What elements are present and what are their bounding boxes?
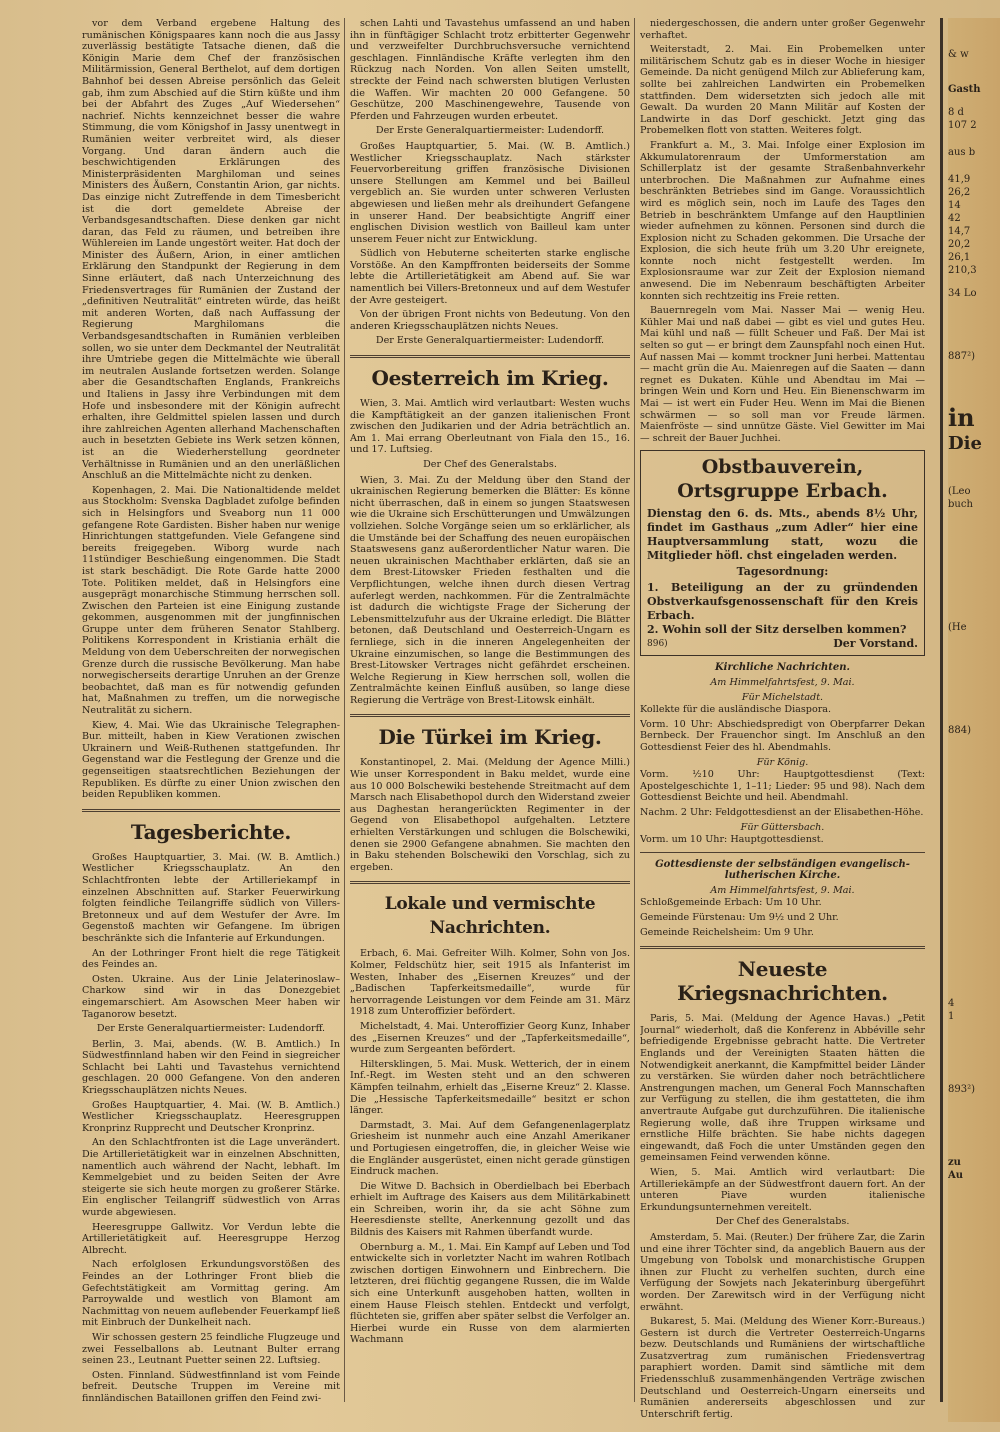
section-heading: Die Türkei im Krieg. bbox=[378, 725, 602, 750]
notice-line: Schloßgemeinde Erbach: Um 10 Uhr. bbox=[640, 897, 822, 909]
paragraph: niedergeschossen, die andern unter großer Gegenwehr verhaftet. bbox=[640, 18, 925, 41]
section-heading: Neueste Kriegsnachrichten. bbox=[677, 957, 888, 1006]
notice-line: Vorm. um 10 Uhr: Hauptgottesdienst. bbox=[640, 834, 824, 846]
paragraph: Wien, 3. Mai. Amtlich wird verlautbart: Westen wuchs die Kampftätigkeit an der ganzen italienischen Front zwischen den Judikarien und der Adria beträchtlich an. Am 1. Mai errang Oberleutnant von Fiala den 15., 16. und 17. Luftsieg. bbox=[350, 398, 630, 456]
ad-signature: Der Vorstand. bbox=[833, 637, 918, 651]
paragraph: Paris, 5. Mai. (Meldung der Agence Havas.) „Petit Journal“ wiederholt, daß die Konferenz in Abbéville sehr befriedigende Ergebnisse gebracht hatte. Die Vertreter Englands und der Vereinigten Staaten hätten die Notwendigkeit anerkannt, die Kampfmittel beider Länder zu verstärken. Sie würden daher noch beträchtlichere Anstrengungen machen, um General Foch Mannschaften zur Verfügung zu stellen, die ihm gestatteten, die ihm anvertraute Aufgabe gut durchzuführen. Die italienische Regierung wolle, daß ihre Truppen wirksame und ernstliche Hilfe brächten. Sie habe nichts dagegen eingewandt, daß Foch die unter Umständen gegen den gemeinsamen Feind verwenden könne. bbox=[640, 1013, 925, 1164]
column-4-fragment bbox=[948, 18, 1000, 1422]
paragraph: Wien, 3. Mai. Zu der Meldung über den Stand der ukrainischen Regierung bemerken die Blätter: Es könne nicht überraschen, daß in einem so jungen Staatswesen wie die Ukraine sich Erschütterungen und Umwälzungen vollziehen. Solche Vorgänge seien um so erklärlicher, als die Umstände bei der Schaffung des neuen europäischen Staatswesens ganz außerordentlicher Natur waren. Die neuen ukrainischen Machthaber erklärten, daß sie an dem Brest-Litowsker Frieden festhalten und die Verpflichtungen, welche ihnen durch diesen Vertrag auferlegt werden, nachkommen. Für die Zentralmächte ist dadurch die wichtigste Frage der Sicherung der Lebensmittelzufuhr aus der Ukraine erledigt. Die Blätter betonen, daß Deutschland und Oesterreich-Ungarn es fernliege, sich in die inneren Angelegenheiten der Ukraine einzumischen, so lange die Bestimmungen des Brest-Litowsker Vertrages nicht gefährdet erscheinen. Welche Regierung in Kiew herrschen soll, wollen die Zentralmächte keinen Einfluß ausüben, so lange diese Regierung die Verträge von Brest-Litowsk einhält. bbox=[350, 474, 630, 706]
paragraph: Darmstadt, 3. Mai. Auf dem Gefangenenlagerplatz Griesheim ist nunmehr auch eine Anzahl Amerikaner und Portugiesen eingetroffen, die, in gleicher Weise wie die Engländer ausgerüstet, einen nicht gerade günstigen Eindruck machen. bbox=[350, 1119, 630, 1178]
paragraph: Berlin, 3. Mai, abends. (W. B. Amtlich.) In Südwestfinnland haben wir den Feind in siegreicher Schlacht bei Lahti und Tavastehus vernichtend geschlagen. 20 000 Gefangene. Von den anderen Kriegsschauplätzen nichts Neues. bbox=[82, 1038, 340, 1097]
notice-line: Gemeinde Fürstenau: Um 9½ und 2 Uhr. bbox=[640, 912, 839, 924]
fragment-text: & w bbox=[948, 49, 969, 60]
fragment-text: 4 bbox=[948, 998, 955, 1009]
notice-subtitle: Für König. bbox=[756, 756, 809, 768]
ad-number: 896) bbox=[647, 639, 668, 650]
signature: Der Erste Generalquartiermeister: Ludendorff. bbox=[96, 1023, 326, 1035]
fragment-text: 893²) bbox=[948, 1084, 975, 1095]
paragraph: Bukarest, 5. Mai. (Meldung des Wiener Korr.-Bureaus.) Gestern ist durch die Vertreter Oesterreich-Ungarns bezw. Deutschlands und Rumäniens der wirtschaftliche Zusatzvertrag zum rumänischen Friedensvertrag paraphiert worden. Damit sind sämtliche mit dem Friedensschluß zusammenhängenden Verträge zwischen Deutschland und Oesterreich-Ungarn einerseits und Rumänien andererseits abgeschlossen und zur Unterschrift fertig. bbox=[640, 1316, 925, 1420]
fragment-text: 8 d bbox=[948, 107, 964, 118]
paragraph: Obernburg a. M., 1. Mai. Ein Kampf auf Leben und Tod entwickelte sich in vorletzter Nacht im wahren Rotlbach zwischen dortigen Einwohnern und Einbrechern. Die letzteren, drei flüchtig gegangene Russen, die im Walde sich eine Unterkunft ausgehoben hatten, wollten in einem Hause Fleisch stehlen. Entdeckt und verfolgt, flüchteten sie, griffen aber später selbst die Verfolger an. Hierbei wurde ein Russe von dem alarmierten Wachmann bbox=[350, 1241, 630, 1346]
notice-subtitle: Für Michelstadt. bbox=[741, 691, 824, 703]
column-3 bbox=[640, 18, 925, 1422]
signature: Der Erste Generalquartiermeister: Ludendorff. bbox=[375, 125, 605, 137]
paragraph: Amsterdam, 5. Mai. (Reuter.) Der frühere Zar, die Zarin und eine ihrer Töchter sind, da angeblich Bauern aus der Umgebung von Tobolsk und monarchistische Gruppen ihnen zur Flucht zu verhelfen suchten, durch eine Verfügung der Sowjets nach Jekaterinburg übergeführt worden. Der Zarewitsch wird in der Verfügung nicht erwähnt. bbox=[640, 1231, 925, 1313]
paragraph: Nach erfolglosen Erkundungsvorstößen des Feindes an der Lothringer Front blieb die Gefechtstätigkeit am Vormittag gering. Am Parroywalde und westlich von Blamont am Nachmittag von neuem auflebender Feuerkampf ließ mit Einbruch der Dunkelheit nach. bbox=[82, 1259, 340, 1329]
paragraph: Kiew, 4. Mai. Wie das Ukrainische Telegraphen-Bur. mitteilt, haben in Kiew Verationen zwischen Ukrainern und Weiß-Ruthenen stattgefunden. Ihr Gegenstand war die Festlegung der Grenze und die gegenseitigen staatsrechtlichen Beziehungen der Republiken. Es dürfte zu einer Union zwischen den beiden Republiken kommen. bbox=[82, 719, 340, 801]
paragraph: Südlich von Hebuterne scheiterten starke englische Vorstöße. An den Kampffronten beiderseits der Somme lebte die Artillerietätigkeit am Abend auf. Sie war namentlich bei Villers-Bretonneux und auf dem Westufer der Avre gesteigert. bbox=[350, 248, 630, 306]
notice-subtitle: Für Güttersbach. bbox=[740, 821, 825, 833]
paragraph: Hiltersklingen, 5. Mai. Musk. Wetterich, der in einem Inf.-Regt. im Westen steht und an den schweren Kämpfen teilnahm, erhielt das „Eiserne Kreuz“ 2. Klasse. Die „Hessische Tapferkeitsmedaille“ besitzt er schon länger. bbox=[350, 1058, 630, 1117]
paragraph: Weiterstadt, 2. Mai. Ein Probemelken unter militärischem Schutz gab es in dieser Woche in hiesiger Gemeinde. Da nicht genügend Milch zur Ablieferung kam, sollte bei zahlreichen Landwirten ein Probemelken stattfinden. Dem widersetzten sich jedoch alle mit Gewalt. Da wurden 20 Mann Militär auf Kosten der Landwirte in das Dorf geschickt. Jetzt ging das Probemelken flott von statten. Weiteres folgt. bbox=[640, 44, 925, 137]
section-heading: Oesterreich im Krieg. bbox=[371, 366, 609, 391]
paragraph: Heeresgruppe Gallwitz. Vor Verdun lebte die Artillerietätigkeit auf. Heeresgruppe Herzog Albrecht. bbox=[82, 1221, 340, 1256]
paragraph: Großes Hauptquartier, 3. Mai. (W. B. Amtlich.) Westlicher Kriegsschauplatz. An den Schlachtfronten lebte der Artilleriekampf in einzelnen Abschnitten auf. Starker Feuerwirkung folgten feindliche Teilangriffe südlich von Villers-Bretonneux und auf dem Westufer der Avre. Im Gegenstoß machten wir Gefangene. Im übrigen beschränkte sich die Infanterie auf Erkundungen. bbox=[82, 851, 340, 944]
notice-line: Gemeinde Reichelsheim: Um 9 Uhr. bbox=[640, 926, 814, 938]
paragraph: Erbach, 6. Mai. Gefreiter Wilh. Kolmer, Sohn von Jos. Kolmer, Feldschütz hier, seit 1915 als Infanterist im Westen, Inhaber des „Eisernen Kreuzes“ und der „Badischen Tapferkeitsmedaille“, wurde für hervorragende Leistungen vor dem Feinde am 31. März 1918 zum Unteroffizier befördert. bbox=[350, 948, 630, 1018]
church-notices bbox=[640, 662, 925, 938]
fragment-text: 14,7 bbox=[948, 226, 971, 237]
fragment-text: 884) bbox=[948, 725, 971, 736]
fragment-text: aus b bbox=[948, 147, 976, 158]
paragraph: vor dem Verband ergebene Haltung des rumänischen Königspaares kann noch die aus Jassy zuverlässig bestätigte Tatsache dienen, daß die Königin Marie dem Chef der französischen Militärmission, General Berthelot, auf dem dortigen Bahnhof bei dessen Abreise persönlich das Geleit gab, ihm zum Abschied auf die Stirn küßte und ihm bei der Abfahrt des Zuges „Auf Wiedersehen“ nachrief. Nichts kennzeichnet besser die wahre Stimmung, die vom Königshof in Jassy unentwegt in Rumänien weiter verbreitet wird, als dieser Vorgang. Und daran ändern auch die beschwichtigenden Erklärungen des Ministerpräsidenten Marghiloman und seines Ministers des Äußern, Constantin Arion, gar nichts. Das einzige nicht Zutreffende in dem Timesbericht ist die dort gemeldete Abreise der Verbandsgesandtschaften. Diese denken gar nicht daran, das Feld zu räumen, und betreiben ihre Wühlereien im Lande ungestört weiter. Hat doch der Minister des Äußern, Arion, in einer amtlichen Erklärung den Standpunkt der Regierung in dem Sinne erläutert, daß nach Unterzeichnung des Friedensvertrages für Rumänien der Zustand der „definitiven Neutralität“ eintreten würde, das heißt mit anderen Worten, daß nach Auffassung der Regierung Marghilomans die Verbandsgesandtschaften in Rumänien verbleiben sollen, wo sie unter dem Deckmantel der Neutralität ihre Umtriebe gegen die Mittelmächte wie überall im neutralen Auslande fortsetzen werden. Solange aber die Gesandtschaften Englands, Frankreichs und Italiens in Jassy ihre Verbindungen mit dem Hofe und insbesondere mit der Königin aufrecht erhalten, ihre Geldmittel spielen lassen und durch ihre zahlreichen Agenten allerhand Machenschaften auch in besetzten Gebiete ins Werk setzen können, ist an die Wiederherstellung geordneter Verhältnisse in Rumänien und an den unerläßlichen Anschluß an die Mittelmächte nicht zu denken. bbox=[82, 18, 340, 482]
column-1 bbox=[82, 18, 340, 1422]
divider bbox=[640, 852, 925, 853]
column-rule bbox=[634, 18, 635, 1402]
notice-line: Kollekte für die ausländische Diaspora. bbox=[640, 704, 832, 716]
notice-line: Vorm. 10 Uhr: Abschiedspredigt von Oberpfarrer Dekan Bernbeck. Der Frauenchor singt. Im Anschluß an den Gottesdienst Feier des hl. Abendmahls. bbox=[640, 718, 925, 753]
divider bbox=[82, 809, 340, 812]
paragraph: Großes Hauptquartier, 5. Mai. (W. B. Amtlich.) Westlicher Kriegsschauplatz. Nach stärkster Feuervorbereitung griffen französische Divisionen unsere Stellungen am Kemmel und bei Bailleul vergeblich an. Sie wurden unter schweren Verlusten abgewiesen und ließen mehr als dreihundert Gefangene in unserer Hand. Der beabsichtigte Angriff einer englischen Division westlich von Bailleul kam unter unserem Feuer nicht zur Entwicklung. bbox=[350, 140, 630, 245]
signature: Der Chef des Generalstabs. bbox=[715, 1216, 850, 1228]
signature: Der Erste Generalquartiermeister: Ludendorff. bbox=[375, 335, 605, 347]
paragraph: Wir schossen gestern 25 feindliche Flugzeuge und zwei Fesselballons ab. Leutnant Bulter errang seinen 23., Leutnant Puetter seinen 22. Luftsieg. bbox=[82, 1331, 340, 1367]
ad-agenda-item: 2. Wohin soll der Sitz derselben kommen? bbox=[647, 623, 907, 637]
column-rule bbox=[940, 18, 943, 1402]
divider bbox=[350, 881, 630, 884]
fragment-text: (Leo bbox=[948, 486, 971, 497]
fragment-text: 42 bbox=[948, 213, 961, 224]
fragment-text: in bbox=[948, 403, 975, 432]
divider bbox=[350, 714, 630, 717]
signature: Der Chef des Generalstabs. bbox=[423, 459, 557, 470]
paragraph: Wien, 5. Mai. Amtlich wird verlautbart: Die Artilleriekämpfe an der Südwestfront dauern fort. An der unteren Piave wurden italienische Erkundungsunternehmen vereitelt. bbox=[640, 1166, 925, 1213]
paragraph: Bauernregeln vom Mai. Nasser Mai — wenig Heu. Kühler Mai und naß dabei — gibt es viel und gutes Heu. Mai kühl und naß — füllt Scheuer und Faß. Der Mai ist selten so gut — er bringt dem Zaunspfahl noch einen Hut. Auf nassen Mai — kommt trockner Juni herbei. Mattentau — macht grün die Au. Maienregen auf die Saaten — dann regnet es Dukaten. Kühle und Abendtau im Mai — bringen Wein und Korn und Heu. Ein Bienenschwarm im Mai — ist wert ein Fuder Heu. Wenn im Mai die Bienen schwärmen — so soll man vor Freude lärmen. Maienfröste — sind unnütze Gäste. Viel Gewitter im Mai — schreit der Bauer Juchhei. bbox=[640, 305, 925, 444]
paragraph: Osten. Finnland. Südwestfinnland ist vom Feinde befreit. Deutsche Truppen im Vereine mit finnländischen Bataillonen griffen den Feind zwi- bbox=[82, 1369, 340, 1404]
section-heading: Tagesberichte. bbox=[130, 819, 292, 844]
paragraph: schen Lahti und Tavastehus umfassend an und haben ihn in fünftägiger Schlacht trotz erbitterter Gegenwehr und verzweifelter Durchbruchsversuche vernichtend geschlagen. Finnländische Kräfte verlegten ihm den Rückzug nach Norden. Von allen Seiten umstellt, streckte der Feind nach schwersten blutigen Verlusten die Waffen. Wir machten 20 000 Gefangene. 50 Geschütze, 200 Maschinengewehre, Tausende von Pferden und Fahrzeugen wurden erbeutet. bbox=[350, 18, 630, 122]
paragraph: Die Witwe D. Bachsich in Oberdielbach bei Eberbach erhielt im Auftrage des Kaisers aus dem Militärkabinett ein Schreiben, worin ihr, da sie acht Söhne zum Heeresdienste stellte, Anerkennung gezollt und das Bildnis des Kaisers mit Rahmen überfandt wurde. bbox=[350, 1180, 630, 1239]
fragment-text: 887²) bbox=[948, 351, 975, 362]
fragment-text: 26,2 bbox=[948, 187, 971, 198]
fragment-text: Au bbox=[948, 1170, 964, 1181]
paragraph: Michelstadt, 4. Mai. Unteroffizier Georg Kunz, Inhaber des „Eisernen Kreuzes“ und der „Tapferkeitsmedaille“, wurde zum Sergeanten befördert. bbox=[350, 1020, 630, 1056]
fragment-text: 107 2 bbox=[948, 120, 977, 131]
paragraph: Osten. Ukraine. Aus der Linie Jelaterinoslaw–Charkow sind wir in das Donezgebiet eingemarschiert. Am Asowschen Meer haben wir Taganorow besetzt. bbox=[82, 973, 340, 1020]
paragraph: Von der übrigen Front nichts von Bedeutung. Von den anderen Kriegsschauplätzen nichts Neues. bbox=[350, 309, 630, 332]
paragraph: Kopenhagen, 2. Mai. Die Nationaltidende meldet aus Stockholm: Svenska Dagbladet zufolge befinden sich in Helsingfors und Sveaborg nun 11 000 gefangene Rote Gardisten. Bisher haben nur wenige Hinrichtungen stattgefunden. Viele Gefangene sind bereits freigegeben. Wiborg wurde nach 11stündiger Beschießung eingenommen. Die Stadt ist stark beschädigt. Die Rote Garde hatte 2000 Tote. Politiken meldet, daß in Helsingfors eine ausgeprägt monarchische Stimmung herrschen soll. Zwischen den Parteien ist eine Einigung zustande gekommen, ausgenommen mit der jungfinnischen Gruppe unter dem früheren Senator Stahlberg. Politikens Korrespondent in Kristiania erhält die Meldung von dem Ueberschreiten der norwegischen Grenze durch die russische Bevölkerung. Man habe norwegischerseits derartige Unruhen an der Grenze beobachtet, daß man es für notwendig gefunden hat, Maßnahmen zu treffen, um die norwegische Neutralität zu sichern. bbox=[82, 484, 340, 717]
column-2 bbox=[350, 18, 630, 1422]
ad-agenda-item: 1. Beteiligung an der zu gründenden Obstverkaufsgenossenschaft für den Kreis Erbach. bbox=[647, 581, 918, 623]
paragraph: Konstantinopel, 2. Mai. (Meldung der Agence Milli.) Wie unser Korrespondent in Baku meldet, wurde eine aus 10 000 Bolschewiki bestehende Streitmacht auf dem Marsch nach Elisabethopol durch den Widerstand zweier aus Daghestan herangerückten Regimenter in der Gegend von Elisabethopol aufgehalten. Letztere erhielten Verstärkungen und schlugen die Bolschewiki, denen sie 2900 Gefangene abnahmen. Sie machten den in Baku stehenden Bolschewiki den Vorschlag, sich zu ergeben. bbox=[350, 757, 630, 873]
notice-date: Am Himmelfahrtsfest, 9. Mai. bbox=[710, 884, 855, 896]
ad-agenda-title: Tagesordnung: bbox=[736, 565, 829, 579]
notice-title: Gottesdienste der selbständigen evangelisch-lutherischen Kirche. bbox=[655, 858, 910, 882]
notice-title: Kirchliche Nachrichten. bbox=[714, 662, 851, 674]
paragraph: An der Lothringer Front hielt die rege Tätigkeit des Feindes an. bbox=[82, 947, 340, 971]
fragment-text: 26,1 bbox=[948, 252, 971, 263]
fragment-text: 41,9 bbox=[948, 174, 971, 185]
fragment-text: zu bbox=[948, 1157, 961, 1168]
fragment-text: (He bbox=[948, 622, 967, 633]
fragment-text: 34 Lo bbox=[948, 288, 977, 299]
ad-text: Dienstag den 6. ds. Mts., abends 8½ Uhr, findet im Gasthaus „zum Adler“ hier eine Hauptversammlung statt, wozu die Mitglieder höfl. chst eingeladen werden. bbox=[647, 507, 918, 563]
paragraph: Frankfurt a. M., 3. Mai. Infolge einer Explosion im Akkumulatorenraum der Umformerstation am Schillerplatz ist der gesamte Straßenbahnverkehr unterbrochen. Die Maßnahmen zur Aufnahme eines beschränkten Betriebes sind im Gange. Voraussichtlich wird es möglich sein, noch im Laufe des Tages den Betrieb in beschränktem Umfange auf den Hauptlinien wieder aufnehmen zu können. Personen sind durch die Explosion nicht zu Schaden gekommen. Die Ursache der Explosion, die sich heute früh um 3.20 Uhr ereignete, konnte noch nicht festgestellt werden. Im Explosionsraume war zur Zeit der Explosion niemand anwesend. Die im Nebenraum beschäftigten Arbeiter konnten sich rechtzeitig ins Freie retten. bbox=[640, 139, 925, 302]
section-heading: Lokale und vermischte Nachrichten. bbox=[384, 894, 596, 939]
divider bbox=[350, 355, 630, 358]
notice-line: Nachm. 2 Uhr: Feldgottesdienst an der Elisabethen-Höhe. bbox=[640, 806, 924, 818]
notice-date: Am Himmelfahrtsfest, 9. Mai. bbox=[710, 676, 855, 688]
advertisement bbox=[640, 450, 925, 656]
fragment-text: 1 bbox=[948, 1011, 955, 1022]
fragment-text: buch bbox=[948, 499, 973, 510]
divider bbox=[640, 946, 925, 949]
fragment-text: Die bbox=[948, 433, 982, 454]
fragment-text: 14 bbox=[948, 200, 961, 211]
fragment-text: 210,3 bbox=[948, 265, 977, 276]
ad-title: Obstbauverein, Ortsgruppe Erbach. bbox=[677, 456, 888, 503]
paragraph: An den Schlachtfronten ist die Lage unverändert. Die Artillerietätigkeit war in einzelnen Abschnitten, namentlich auch während der Nacht, lebhaft. Im Kemmelgebiet und zu beiden Seiten der Avre steigerte sie sich heute morgen zu großerer Stärke. Ein englischer Teilangriff südwestlich von Arras wurde abgewiesen. bbox=[82, 1137, 340, 1218]
column-rule bbox=[344, 18, 345, 1402]
fragment-text: 20,2 bbox=[948, 239, 971, 250]
paragraph: Großes Hauptquartier, 4. Mai. (W. B. Amtlich.) Westlicher Kriegsschauplatz. Heeresgruppen Kronprinz Rupprecht und Deutscher Kronprinz. bbox=[82, 1099, 340, 1134]
notice-line: Vorm. ½10 Uhr: Hauptgottesdienst (Text: Apostelgeschichte 1, 1–11; Lieder: 95 und 98). Nach dem Gottesdienst Beichte und heil. Abendmahl. bbox=[640, 769, 925, 804]
fragment-text: Gasth bbox=[948, 84, 981, 95]
